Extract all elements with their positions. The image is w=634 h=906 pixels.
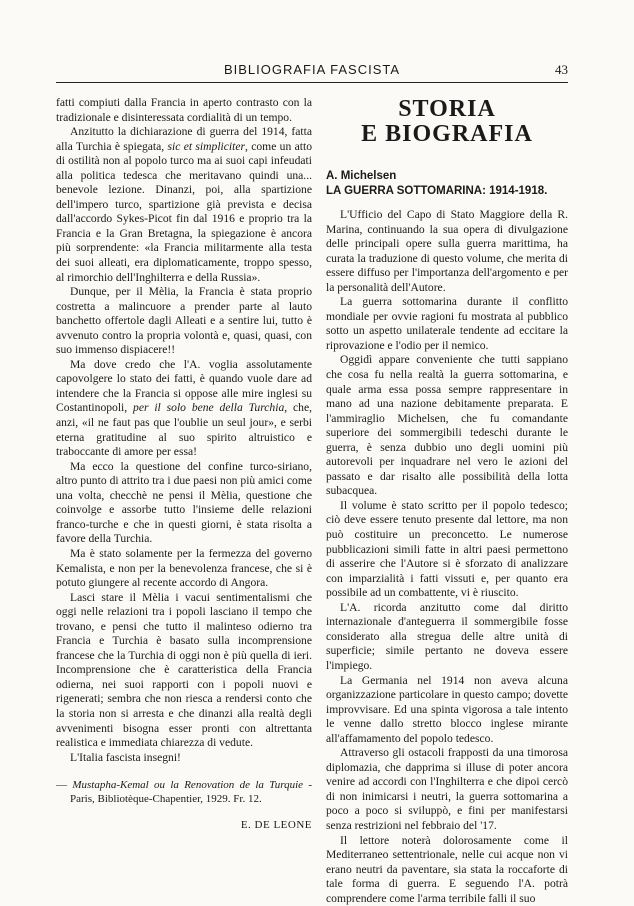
text-run: , come un atto di ostilità non al popolo turco ma ai suoi capi infeudati alla politica tedesca che meritavano quindi una... benevole lezione. Dinanzi, poi, alla spartizione dell'impero turco, spartizione già prevista e decisa dall'accordo Sykes-Picot fin dal 1916 e proprio tra la Francia e la Gran Bretagna, la spiegazione è ancora più sorprendente: «la Francia militarmente alla testa dei suoi alleati, era diplomaticamente, troppo spesso, al rimorchio dell'Inghilterra e della Russia».: [56, 139, 312, 284]
text-run: Ma dove credo che l'A. voglia assolutamente capovolgere lo stato dei fatti, è quando vuole dare ad intendere che la Francia si oppose alle mire inglesi su Costantinopoli,: [56, 357, 312, 415]
page-number: 43: [555, 62, 568, 77]
review-author: A. Michelsen: [326, 170, 397, 182]
section-title-line: E BIOGRAFIA: [361, 121, 533, 147]
paragraph: L'Ufficio del Capo di Stato Maggiore della R. Marina, continuando la sua opera di divulgazione delle principali opere sulla guerra marittima, ha curata la traduzione di questo volume, che merita di essere diffuso per l'importanza dell'argomento e per la personalità dell'Autore.: [326, 208, 568, 294]
paragraph: Il lettore noterà dolorosamente come il Mediterraneo settentrionale, nelle cui acque non vi erano neutri da paventare, sia stata la roccaforte di tale forma di guerra. E seguendo l'A. potrà comprendere come l'arma terribile falli il suo: [326, 833, 568, 905]
paragraph: L'Italia fascista insegni!: [70, 750, 181, 764]
section-title: [326, 97, 568, 147]
reference-title: Mustapha-Kemal ou la Renovation de la Turquie: [72, 779, 304, 792]
paragraph: Lasci stare il Mèlia i vacui sentimentalismi che oggi nelle relazioni tra i popoli lasciano il tempo che trovano, e pensi che tutto il malinteso odierno tra Francia e Turchia è basato sulla incomprensione francese che la Turchia di oggi non è più quella di ieri. Incomprensione che è caratteristica della Francia odierna, nei suoi rapporti con i popoli nuovi e rigenerati; sembra che non riesca a rendersi conto che la storia non si arresta e che dinanzi alla realtà degli avvenimenti bisogna esser pronti con altrettanta realistica e immediata chiarezza di vedute.: [56, 590, 312, 750]
paragraph: Oggidì appare conveniente che tutti sappiano che cosa fu nella realtà la guerra sottomarina, e quale arma essa possa sempre rappresentare in mano ad una nazione debitamente preparata. E l'ammiraglio Michelsen, che fu comandante superiore dei sommergibili tedeschi durante le guerra, è senza dubbio uno degli uomini più autorevoli per inquadrare nel vero le azioni del passato e dar risalto alle possibilità della lotta subacquea.: [326, 353, 568, 498]
reference-dash: —: [56, 779, 67, 792]
book-reference: [56, 778, 312, 806]
paragraph-constantinople: [56, 358, 312, 460]
reference-publisher: - Paris, Bibliotèque-Chapentier, 1929. Fr. 12.: [70, 779, 313, 806]
italic-phrase: sic et simpliciter: [167, 139, 246, 153]
paragraph: La Germania nel 1914 non aveva alcuna organizzazione particolare in questo campo; dovette improvvisare. Ed una spinta vigorosa a tale intento le venne dallo stretto blocco inglese mirante all'affamamento del popolo tedesco.: [326, 673, 568, 745]
paragraph-declaration: [56, 125, 312, 285]
right-column: [326, 96, 568, 906]
paragraph: Dunque, per il Mèlia, la Francia è stata proprio costretta a malincuore a prender parte al lauto banchetto offertole dagli Alleati e a sentire lui, tutto è avvenuto contro la propria volontà e, quasi, quasi, con suo immenso dispiacere!!: [56, 285, 312, 357]
text-run: , che, anzi, «il ne faut pas que l'oublie un seul jour», e serbi eterna gratitudine al suo spirito altruistico e traboccante di amore per essa!: [56, 401, 312, 459]
italic-phrase: per il solo bene della Turchia: [133, 401, 285, 415]
left-column: [56, 96, 312, 832]
paragraph: Ma è stato solamente per la fermezza del governo Kemalista, e non per la benevolenza francese, che si è potuto giungere al recente accordo di Angora.: [56, 546, 312, 590]
section-title-line: STORIA: [398, 96, 496, 122]
paragraph: Ma ecco la questione del confine turco-siriano, altro punto di attrito tra i due paesi non più amici come una volta, checchè ne pensi il Mèlia, questione che coinvolge e assorbe tutto l'insieme delle relazioni franco-turche e che in questi giorni, è stata risolta a favore della Turchia.: [56, 459, 312, 546]
running-head: [56, 61, 568, 81]
paragraph: fatti compiuti dalla Francia in aperto contrasto con la tradizionale e disinteressata cordialità di un tempo.: [56, 96, 312, 124]
review-work-title: LA GUERRA SOTTOMARINA: 1914-1918.: [326, 184, 548, 197]
text-run: Anzitutto la dichiarazione di guerra del 1914, fatta alla Turchia è spiegata,: [56, 125, 312, 153]
paragraph: L'A. ricorda anzitutto come dal diritto internazionale d'anteguerra il sommergibile fosse considerato alla stregua delle altre unità di superficie; simile pertanto ne doveva essere l'impiego.: [326, 600, 568, 672]
paragraph: Il volume è stato scritto per il popolo tedesco; ciò deve essere tenuto presente dal lettore, ma non può costituire un preconcetto. Le numerose pubblicazioni simili fatte in altri paesi permettono di asserire che l'Autore si è sforzato di analizzare con imparzialità i fatti vissuti e, per quanto era possibile ad un combattente, vi è riuscito.: [326, 498, 568, 600]
review-signature: E. DE LEONE: [240, 818, 312, 831]
paragraph: Attraverso gli ostacoli frapposti da una timorosa diplomazia, che dapprima si illuse di poter ancora venire ad accordi con l'Inghilterra e che dipoi cercò di non inimicarsi i neutri, la guerra sottomarina a poco a poco si sviluppò, e fini per manifestarsi senza restrizioni nel febbraio del '17.: [326, 746, 568, 832]
header-rule: [56, 82, 568, 83]
running-title: BIBLIOGRAFIA FASCISTA: [223, 62, 401, 77]
paragraph: La guerra sottomarina durante il conflitto mondiale per ovvie ragioni fu mostrata al pubblico sotto un aspetto unilaterale tendente ad eccitare la riprovazione e l'odio per il nemico.: [326, 295, 568, 352]
